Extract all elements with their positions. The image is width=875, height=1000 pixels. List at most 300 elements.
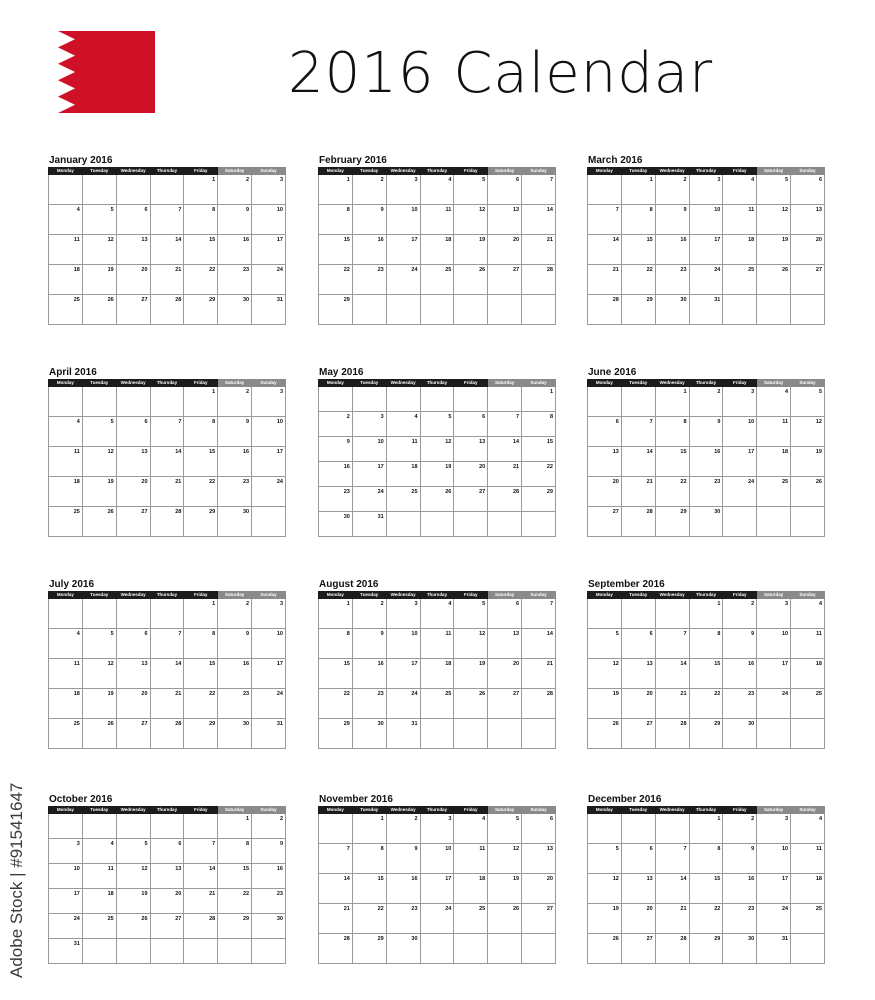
day-cell: 6 bbox=[116, 205, 150, 235]
day-cell bbox=[252, 507, 286, 537]
day-cell: 15 bbox=[689, 874, 723, 904]
weekday-header: Tuesday bbox=[621, 168, 655, 175]
day-cell: 4 bbox=[49, 417, 83, 447]
day-cell bbox=[488, 295, 522, 325]
day-cell: 21 bbox=[319, 904, 353, 934]
day-cell bbox=[49, 599, 83, 629]
day-cell bbox=[621, 387, 655, 417]
day-cell: 21 bbox=[150, 265, 184, 295]
day-cell: 7 bbox=[150, 417, 184, 447]
day-cell bbox=[420, 934, 454, 964]
month-name: July 2016 bbox=[49, 579, 95, 590]
day-cell: 23 bbox=[723, 904, 757, 934]
day-cell: 9 bbox=[352, 205, 386, 235]
weekday-header: Thursday bbox=[689, 807, 723, 814]
day-cell: 4 bbox=[723, 175, 757, 205]
day-cell: 11 bbox=[791, 844, 825, 874]
weekday-header: Tuesday bbox=[82, 807, 116, 814]
day-cell: 11 bbox=[454, 844, 488, 874]
day-cell: 25 bbox=[454, 904, 488, 934]
day-cell bbox=[150, 599, 184, 629]
day-cell: 19 bbox=[116, 889, 150, 914]
day-cell: 8 bbox=[218, 839, 252, 864]
day-cell: 11 bbox=[49, 447, 83, 477]
weekday-header: Thursday bbox=[689, 380, 723, 387]
day-cell: 11 bbox=[420, 205, 454, 235]
day-cell: 18 bbox=[757, 447, 791, 477]
day-cell: 2 bbox=[218, 599, 252, 629]
day-cell: 18 bbox=[791, 874, 825, 904]
day-cell bbox=[621, 814, 655, 844]
day-cell: 12 bbox=[454, 205, 488, 235]
day-cell: 20 bbox=[116, 477, 150, 507]
day-cell: 7 bbox=[319, 844, 353, 874]
day-cell bbox=[588, 387, 622, 417]
day-cell: 30 bbox=[655, 295, 689, 325]
day-cell: 10 bbox=[352, 437, 386, 462]
day-cell: 8 bbox=[655, 417, 689, 447]
day-cell: 11 bbox=[757, 417, 791, 447]
day-cell: 5 bbox=[82, 205, 116, 235]
weekday-header: Sunday bbox=[522, 807, 556, 814]
weekday-header: Thursday bbox=[150, 592, 184, 599]
day-cell: 29 bbox=[184, 719, 218, 749]
day-cell bbox=[522, 512, 556, 537]
day-cell: 10 bbox=[386, 205, 420, 235]
day-cell: 5 bbox=[82, 629, 116, 659]
day-cell: 20 bbox=[621, 904, 655, 934]
day-cell: 27 bbox=[621, 934, 655, 964]
day-cell: 14 bbox=[150, 659, 184, 689]
day-cell: 16 bbox=[218, 235, 252, 265]
day-cell: 23 bbox=[352, 265, 386, 295]
day-cell: 18 bbox=[723, 235, 757, 265]
day-cell: 1 bbox=[319, 175, 353, 205]
day-cell bbox=[454, 295, 488, 325]
day-cell: 26 bbox=[82, 507, 116, 537]
day-cell: 18 bbox=[49, 477, 83, 507]
day-cell: 27 bbox=[454, 487, 488, 512]
day-cell: 21 bbox=[522, 235, 556, 265]
day-cell: 17 bbox=[420, 874, 454, 904]
day-cell: 8 bbox=[689, 629, 723, 659]
month-table bbox=[48, 806, 286, 964]
day-cell: 3 bbox=[252, 175, 286, 205]
day-cell: 4 bbox=[82, 839, 116, 864]
day-cell: 26 bbox=[454, 265, 488, 295]
day-cell: 25 bbox=[791, 904, 825, 934]
weekday-header: Friday bbox=[454, 380, 488, 387]
day-cell: 6 bbox=[488, 175, 522, 205]
day-cell: 23 bbox=[723, 689, 757, 719]
day-cell: 13 bbox=[116, 235, 150, 265]
day-cell: 28 bbox=[621, 507, 655, 537]
day-cell: 21 bbox=[150, 689, 184, 719]
day-cell: 3 bbox=[352, 412, 386, 437]
day-cell: 13 bbox=[488, 629, 522, 659]
weekday-header: Saturday bbox=[757, 380, 791, 387]
day-cell: 2 bbox=[218, 175, 252, 205]
day-cell bbox=[791, 295, 825, 325]
day-cell: 5 bbox=[420, 412, 454, 437]
day-cell: 28 bbox=[184, 914, 218, 939]
day-cell: 18 bbox=[82, 889, 116, 914]
weekday-header: Wednesday bbox=[655, 592, 689, 599]
bahrain-flag-image bbox=[55, 31, 155, 113]
month-name: September 2016 bbox=[588, 579, 665, 590]
day-cell: 8 bbox=[184, 417, 218, 447]
day-cell: 8 bbox=[621, 205, 655, 235]
day-cell: 17 bbox=[386, 235, 420, 265]
day-cell bbox=[386, 387, 420, 412]
weekday-header: Friday bbox=[184, 592, 218, 599]
weekday-header: Friday bbox=[723, 592, 757, 599]
weekday-header: Wednesday bbox=[116, 168, 150, 175]
day-cell: 21 bbox=[655, 689, 689, 719]
day-cell bbox=[522, 719, 556, 749]
day-cell: 2 bbox=[655, 175, 689, 205]
day-cell: 10 bbox=[252, 205, 286, 235]
weekday-header: Saturday bbox=[488, 807, 522, 814]
day-cell bbox=[791, 719, 825, 749]
day-cell: 30 bbox=[218, 295, 252, 325]
day-cell: 31 bbox=[689, 295, 723, 325]
weekday-header: Wednesday bbox=[655, 168, 689, 175]
day-cell: 22 bbox=[319, 265, 353, 295]
day-cell: 8 bbox=[184, 629, 218, 659]
day-cell: 2 bbox=[689, 387, 723, 417]
day-cell: 6 bbox=[150, 839, 184, 864]
day-cell: 13 bbox=[621, 659, 655, 689]
month-table bbox=[318, 591, 556, 749]
day-cell: 27 bbox=[488, 689, 522, 719]
day-cell: 22 bbox=[621, 265, 655, 295]
day-cell: 31 bbox=[252, 719, 286, 749]
day-cell: 15 bbox=[184, 235, 218, 265]
day-cell: 29 bbox=[218, 914, 252, 939]
day-cell: 20 bbox=[621, 689, 655, 719]
day-cell: 9 bbox=[319, 437, 353, 462]
weekday-header: Tuesday bbox=[621, 592, 655, 599]
day-cell: 4 bbox=[386, 412, 420, 437]
weekday-header: Saturday bbox=[218, 807, 252, 814]
month-table bbox=[48, 591, 286, 749]
day-cell: 5 bbox=[82, 417, 116, 447]
day-cell bbox=[488, 387, 522, 412]
month-table bbox=[318, 806, 556, 964]
day-cell: 6 bbox=[621, 844, 655, 874]
day-cell: 10 bbox=[420, 844, 454, 874]
day-cell: 9 bbox=[655, 205, 689, 235]
day-cell: 28 bbox=[319, 934, 353, 964]
weekday-header: Monday bbox=[588, 380, 622, 387]
day-cell: 28 bbox=[522, 689, 556, 719]
day-cell bbox=[757, 719, 791, 749]
day-cell: 13 bbox=[621, 874, 655, 904]
weekday-header: Thursday bbox=[689, 168, 723, 175]
weekday-header: Tuesday bbox=[352, 380, 386, 387]
day-cell bbox=[82, 939, 116, 964]
month-name: August 2016 bbox=[319, 579, 379, 590]
weekday-header: Thursday bbox=[420, 168, 454, 175]
day-cell: 9 bbox=[352, 629, 386, 659]
day-cell: 25 bbox=[386, 487, 420, 512]
day-cell bbox=[319, 814, 353, 844]
day-cell: 3 bbox=[252, 387, 286, 417]
day-cell: 27 bbox=[488, 265, 522, 295]
day-cell: 10 bbox=[252, 629, 286, 659]
day-cell: 26 bbox=[116, 914, 150, 939]
day-cell: 9 bbox=[723, 629, 757, 659]
day-cell: 21 bbox=[184, 889, 218, 914]
day-cell: 5 bbox=[454, 175, 488, 205]
day-cell: 24 bbox=[252, 689, 286, 719]
weekday-header: Thursday bbox=[150, 380, 184, 387]
weekday-header: Tuesday bbox=[82, 168, 116, 175]
day-cell: 29 bbox=[352, 934, 386, 964]
weekday-header: Monday bbox=[588, 168, 622, 175]
day-cell: 3 bbox=[757, 599, 791, 629]
day-cell: 30 bbox=[689, 507, 723, 537]
day-cell: 9 bbox=[218, 417, 252, 447]
day-cell: 16 bbox=[723, 659, 757, 689]
day-cell bbox=[454, 387, 488, 412]
day-cell: 16 bbox=[689, 447, 723, 477]
day-cell bbox=[522, 295, 556, 325]
day-cell: 23 bbox=[352, 689, 386, 719]
weekday-header: Tuesday bbox=[82, 380, 116, 387]
day-cell: 14 bbox=[150, 447, 184, 477]
day-cell: 12 bbox=[82, 447, 116, 477]
weekday-header: Monday bbox=[319, 168, 353, 175]
weekday-header: Thursday bbox=[420, 592, 454, 599]
day-cell: 27 bbox=[150, 914, 184, 939]
day-cell bbox=[522, 934, 556, 964]
day-cell: 11 bbox=[82, 864, 116, 889]
weekday-header: Sunday bbox=[522, 168, 556, 175]
day-cell: 7 bbox=[522, 175, 556, 205]
day-cell: 27 bbox=[116, 719, 150, 749]
day-cell bbox=[454, 512, 488, 537]
day-cell: 25 bbox=[82, 914, 116, 939]
day-cell: 31 bbox=[49, 939, 83, 964]
day-cell: 15 bbox=[184, 659, 218, 689]
day-cell: 2 bbox=[723, 814, 757, 844]
day-cell: 17 bbox=[252, 659, 286, 689]
day-cell: 14 bbox=[522, 629, 556, 659]
day-cell: 8 bbox=[319, 629, 353, 659]
weekday-header: Sunday bbox=[522, 592, 556, 599]
day-cell: 19 bbox=[588, 904, 622, 934]
day-cell bbox=[386, 512, 420, 537]
day-cell: 7 bbox=[488, 412, 522, 437]
day-cell: 23 bbox=[689, 477, 723, 507]
day-cell: 22 bbox=[655, 477, 689, 507]
weekday-header: Saturday bbox=[488, 168, 522, 175]
day-cell bbox=[420, 295, 454, 325]
weekday-header: Monday bbox=[588, 807, 622, 814]
day-cell: 2 bbox=[352, 175, 386, 205]
day-cell: 24 bbox=[689, 265, 723, 295]
day-cell: 15 bbox=[655, 447, 689, 477]
day-cell: 11 bbox=[723, 205, 757, 235]
day-cell: 16 bbox=[252, 864, 286, 889]
day-cell: 21 bbox=[150, 477, 184, 507]
day-cell bbox=[454, 934, 488, 964]
weekday-header: Wednesday bbox=[655, 380, 689, 387]
day-cell: 16 bbox=[386, 874, 420, 904]
day-cell: 19 bbox=[454, 235, 488, 265]
day-cell bbox=[49, 175, 83, 205]
day-cell: 26 bbox=[488, 904, 522, 934]
day-cell: 17 bbox=[252, 447, 286, 477]
day-cell: 9 bbox=[689, 417, 723, 447]
month-name: February 2016 bbox=[319, 155, 387, 166]
month-name: January 2016 bbox=[49, 155, 113, 166]
day-cell: 25 bbox=[757, 477, 791, 507]
day-cell: 12 bbox=[82, 659, 116, 689]
weekday-header: Wednesday bbox=[116, 807, 150, 814]
day-cell: 14 bbox=[184, 864, 218, 889]
day-cell: 22 bbox=[352, 904, 386, 934]
weekday-header: Saturday bbox=[757, 168, 791, 175]
day-cell: 19 bbox=[82, 477, 116, 507]
day-cell bbox=[82, 175, 116, 205]
weekday-header: Thursday bbox=[420, 807, 454, 814]
day-cell: 11 bbox=[791, 629, 825, 659]
day-cell: 9 bbox=[252, 839, 286, 864]
day-cell: 19 bbox=[82, 689, 116, 719]
day-cell: 25 bbox=[791, 689, 825, 719]
day-cell: 2 bbox=[352, 599, 386, 629]
day-cell: 1 bbox=[218, 814, 252, 839]
day-cell: 28 bbox=[522, 265, 556, 295]
day-cell: 30 bbox=[218, 719, 252, 749]
weekday-header: Saturday bbox=[757, 807, 791, 814]
day-cell: 13 bbox=[116, 447, 150, 477]
day-cell: 23 bbox=[319, 487, 353, 512]
day-cell: 17 bbox=[757, 874, 791, 904]
weekday-header: Tuesday bbox=[621, 807, 655, 814]
weekday-header: Thursday bbox=[150, 168, 184, 175]
day-cell: 28 bbox=[150, 719, 184, 749]
day-cell: 20 bbox=[488, 235, 522, 265]
day-cell bbox=[588, 814, 622, 844]
day-cell bbox=[621, 599, 655, 629]
day-cell: 23 bbox=[386, 904, 420, 934]
day-cell: 4 bbox=[49, 629, 83, 659]
weekday-header: Sunday bbox=[791, 380, 825, 387]
day-cell: 28 bbox=[150, 295, 184, 325]
day-cell: 7 bbox=[588, 205, 622, 235]
day-cell: 6 bbox=[488, 599, 522, 629]
page-title: 2016 Calendar bbox=[288, 41, 714, 106]
day-cell: 12 bbox=[420, 437, 454, 462]
day-cell: 4 bbox=[49, 205, 83, 235]
day-cell: 3 bbox=[420, 814, 454, 844]
day-cell: 5 bbox=[588, 629, 622, 659]
day-cell: 17 bbox=[723, 447, 757, 477]
day-cell bbox=[252, 939, 286, 964]
weekday-header: Wednesday bbox=[386, 168, 420, 175]
day-cell: 22 bbox=[184, 689, 218, 719]
day-cell: 9 bbox=[218, 629, 252, 659]
weekday-header: Sunday bbox=[791, 592, 825, 599]
weekday-header: Sunday bbox=[252, 592, 286, 599]
day-cell: 14 bbox=[319, 874, 353, 904]
day-cell: 22 bbox=[319, 689, 353, 719]
day-cell: 23 bbox=[252, 889, 286, 914]
month-name: April 2016 bbox=[49, 367, 97, 378]
day-cell: 1 bbox=[184, 599, 218, 629]
day-cell: 12 bbox=[82, 235, 116, 265]
day-cell bbox=[723, 295, 757, 325]
day-cell: 3 bbox=[386, 175, 420, 205]
day-cell: 29 bbox=[319, 719, 353, 749]
day-cell: 30 bbox=[319, 512, 353, 537]
day-cell: 2 bbox=[386, 814, 420, 844]
month-table bbox=[587, 167, 825, 325]
day-cell: 6 bbox=[116, 417, 150, 447]
day-cell: 4 bbox=[420, 175, 454, 205]
weekday-header: Monday bbox=[49, 380, 83, 387]
day-cell: 14 bbox=[150, 235, 184, 265]
day-cell: 11 bbox=[49, 659, 83, 689]
day-cell: 11 bbox=[49, 235, 83, 265]
weekday-header: Sunday bbox=[522, 380, 556, 387]
weekday-header: Tuesday bbox=[352, 592, 386, 599]
day-cell: 3 bbox=[386, 599, 420, 629]
day-cell: 24 bbox=[252, 265, 286, 295]
day-cell: 17 bbox=[689, 235, 723, 265]
day-cell bbox=[150, 387, 184, 417]
day-cell: 3 bbox=[252, 599, 286, 629]
day-cell: 22 bbox=[218, 889, 252, 914]
day-cell: 18 bbox=[49, 265, 83, 295]
weekday-header: Monday bbox=[588, 592, 622, 599]
day-cell: 14 bbox=[655, 874, 689, 904]
day-cell: 11 bbox=[420, 629, 454, 659]
day-cell: 16 bbox=[319, 462, 353, 487]
day-cell: 17 bbox=[757, 659, 791, 689]
day-cell: 25 bbox=[420, 689, 454, 719]
month-name: March 2016 bbox=[588, 155, 643, 166]
day-cell: 3 bbox=[49, 839, 83, 864]
month-table bbox=[587, 379, 825, 537]
day-cell: 22 bbox=[184, 265, 218, 295]
day-cell: 21 bbox=[488, 462, 522, 487]
month-name: May 2016 bbox=[319, 367, 364, 378]
weekday-header: Monday bbox=[49, 592, 83, 599]
day-cell: 18 bbox=[420, 659, 454, 689]
weekday-header: Monday bbox=[49, 807, 83, 814]
day-cell: 22 bbox=[522, 462, 556, 487]
day-cell: 5 bbox=[116, 839, 150, 864]
day-cell: 6 bbox=[621, 629, 655, 659]
day-cell: 24 bbox=[352, 487, 386, 512]
day-cell: 13 bbox=[116, 659, 150, 689]
day-cell: 29 bbox=[184, 295, 218, 325]
month-name: November 2016 bbox=[319, 794, 393, 805]
day-cell: 13 bbox=[791, 205, 825, 235]
day-cell: 4 bbox=[791, 599, 825, 629]
day-cell: 18 bbox=[420, 235, 454, 265]
day-cell: 29 bbox=[689, 934, 723, 964]
day-cell: 10 bbox=[386, 629, 420, 659]
day-cell: 19 bbox=[791, 447, 825, 477]
month-table bbox=[48, 379, 286, 537]
weekday-header: Friday bbox=[184, 380, 218, 387]
